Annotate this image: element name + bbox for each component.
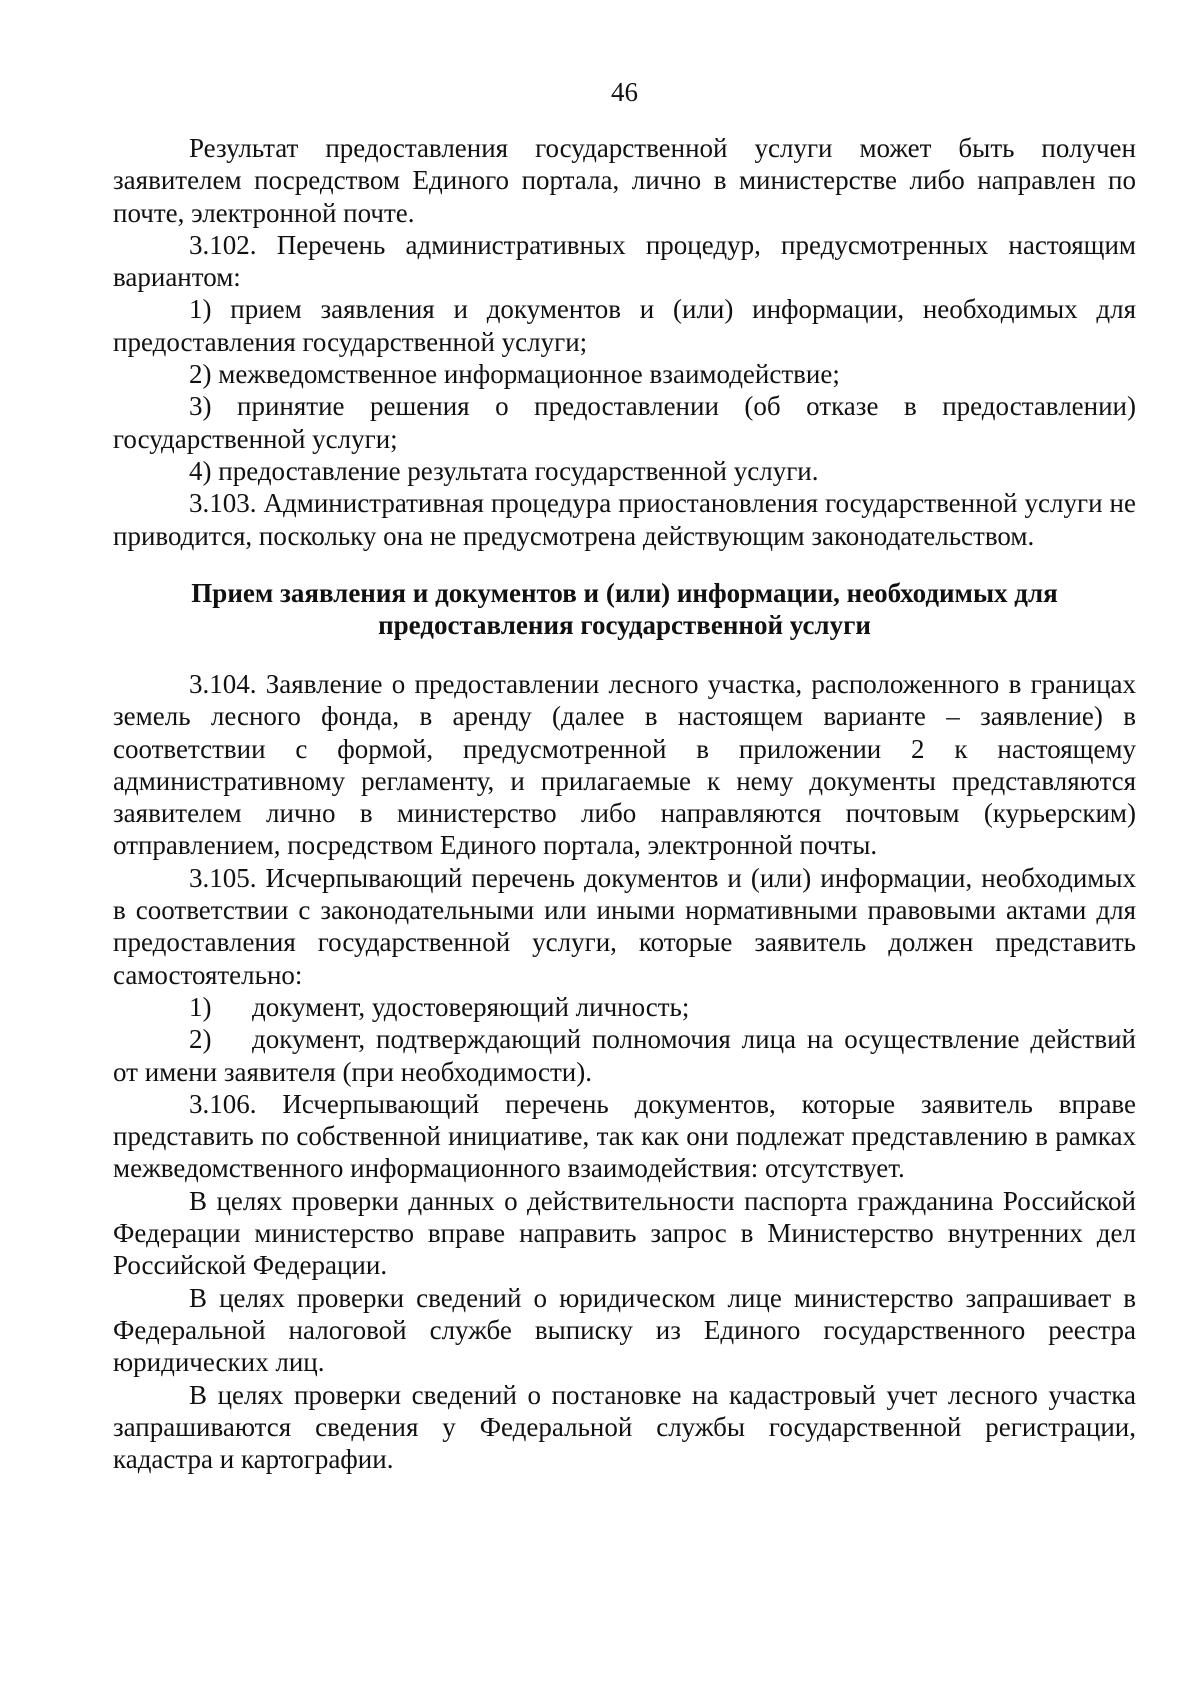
document-list-item-2-number: 2) (189, 1024, 212, 1055)
section-heading-line-1: Прием заявления и документов и (или) информации, необходимых для (191, 578, 1058, 608)
paragraph-3-103: 3.103. Административная процедура приостановления государственной услуги не приводится, поскольку она не предусмотрена действующим законодательством. (113, 488, 1136, 551)
paragraph-passport-check: В целях проверки данных о действительности паспорта гражданина Российской Федерации министерство вправе направить запрос в Министерство внутренних дел Российской Федерации. (113, 1185, 1136, 1281)
section-heading-line-2: предоставления государственной услуги (378, 610, 871, 640)
paragraph-3-105: 3.105. Исчерпывающий перечень документов и (или) информации, необходимых в соответствии с законодательными или иными нормативными правовыми актами для предоставления государственной услуги, которые заявитель должен представить самостоятельно: (113, 862, 1136, 990)
document-list-item-1-number: 1) (189, 991, 212, 1022)
page-number: 46 (611, 77, 638, 107)
paragraph-3-106: 3.106. Исчерпывающий перечень документов, которые заявитель вправе представить по собственной инициативе, так как они подлежат представлению в рамках межведомственного информационного взаимодействия: отсутствует. (113, 1088, 1136, 1184)
paragraph-3-104: 3.104. Заявление о предоставлении лесного участка, расположенного в границах земель лесного фонда, в аренду (далее в настоящем варианте – заявление) в соответствии с формой, предусмотренной в приложении 2 к настоящему административному регламенту, и прилагаемые к нему документы представляются заявителем лично в министерство либо направляются почтовым (курьерским) отправлением, посредством Единого портала, электронной почты. (113, 669, 1136, 861)
document-list-item-2 (113, 1023, 1136, 1088)
document-list-item-2-text: документ, подтверждающий полномочия лица на осуществление действий от имени заявителя (при необходимости). (113, 1024, 1136, 1087)
paragraph-cadastre-check: В целях проверки сведений о постановке на кадастровый учет лесного участка запрашиваются сведения у Федеральной службы государственной регистрации, кадастра и картографии. (113, 1379, 1136, 1475)
intro-block (113, 132, 1136, 552)
procedure-list-item-4: 4) предоставление результата государственной услуги. (189, 455, 819, 486)
paragraph-legal-entity-check: В целях проверки сведений о юридическом лице министерство запрашивает в Федеральной налоговой службе выписку из Единого государственного реестра юридических лиц. (113, 1282, 1136, 1378)
procedure-list-item-2: 2) межведомственное информационное взаимодействие; (189, 359, 840, 390)
procedure-list-item-1: 1) прием заявления и документов и (или) информации, необходимых для предоставления государственной услуги; (113, 294, 1136, 357)
paragraph-3-102: 3.102. Перечень административных процедур, предусмотренных настоящим вариантом: (113, 229, 1136, 293)
section-body (113, 668, 1136, 1475)
document-list-item-1-text: документ, удостоверяющий личность; (252, 991, 690, 1022)
procedure-list-item-3: 3) принятие решения о предоставлении (об отказе в предоставлении) государственной услуги; (113, 391, 1136, 454)
document-list-item-1 (113, 991, 1136, 1023)
section-heading (113, 577, 1136, 641)
result-paragraph: Результат предоставления государственной услуги может быть получен заявителем посредством Единого портала, лично в министерстве либо направлен по почте, электронной почте. (113, 133, 1136, 228)
